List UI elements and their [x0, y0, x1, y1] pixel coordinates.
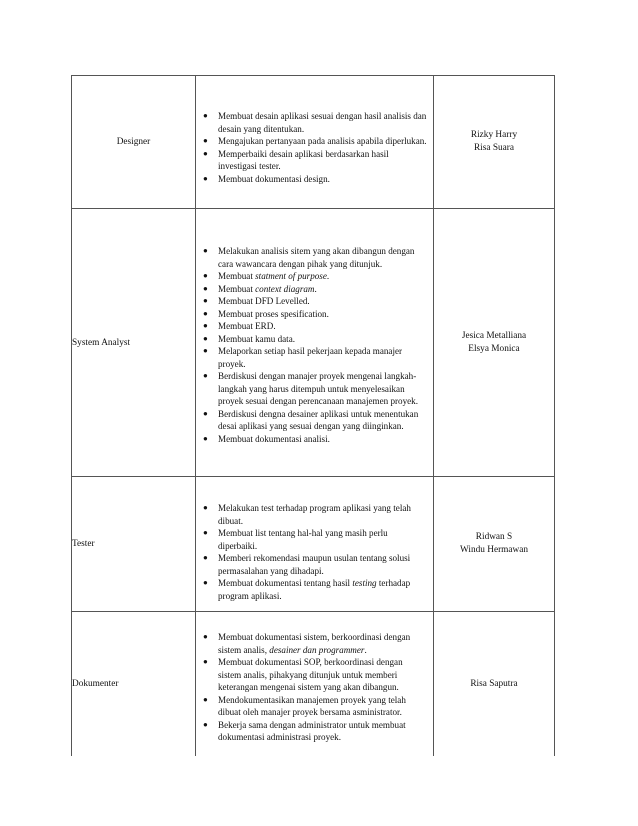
- task-text: Membuat proses spesification.: [218, 308, 329, 319]
- task-item: [196, 552, 427, 577]
- task-text: Membuat dokumentasi sistem, berkoordinasi dengan sistem analis,: [218, 632, 411, 655]
- task-item: [196, 577, 427, 602]
- task-list: [196, 110, 433, 185]
- bullet-icon: ●: [203, 632, 208, 642]
- task-text: Berdiskusi dengan manajer proyek mengenai langkah-langkah yang harus ditempuh untuk menyelesaikan proyek sesuai dengan perencanaan manajemen proyek.: [218, 371, 418, 406]
- task-text: Memperbaiki desain aplikasi berdasarkan hasil investigasi tester.: [218, 148, 389, 171]
- task-list: [196, 502, 433, 602]
- task-item: [196, 283, 427, 296]
- task-text: Membuat desain aplikasi sesuai dengan hasil analisis dan desain yang ditentukan.: [218, 111, 427, 134]
- task-item: [196, 370, 427, 408]
- role-cell: System Analyst: [72, 209, 196, 477]
- task-list: [196, 631, 433, 744]
- task-text: .: [326, 271, 330, 281]
- task-text: Membuat kamu data.: [218, 333, 296, 344]
- bullet-icon: ●: [203, 173, 208, 183]
- task-text: Membuat: [218, 283, 256, 294]
- bullet-icon: ●: [203, 111, 208, 120]
- task-text: Melaporkan setiap hasil pekerjaan kepada manajer proyek.: [218, 346, 403, 369]
- member-name: Risa Suara: [473, 143, 515, 153]
- bullet-icon: ●: [203, 346, 208, 355]
- bullet-icon: ●: [203, 371, 208, 380]
- task-item: [196, 433, 427, 446]
- task-text: context diagram: [255, 283, 315, 294]
- task-item: [196, 308, 427, 321]
- task-item: [196, 320, 427, 333]
- bullet-icon: ●: [203, 578, 208, 587]
- task-text: Mengajukan pertanyaan pada analisis apabila diperlukan.: [218, 136, 427, 146]
- bullet-icon: ●: [203, 433, 208, 443]
- task-cell: [196, 76, 434, 209]
- role-cell: Designer: [72, 76, 196, 209]
- task-text: Melakukan analisis sitem yang akan dibangun dengan cara wawancara dengan pihak yang ditunjuk.: [218, 246, 415, 269]
- bullet-icon: ●: [203, 321, 208, 330]
- task-text: Membuat DFD Levelled.: [218, 296, 310, 306]
- role-cell: Tester: [72, 477, 196, 612]
- task-item: [196, 245, 427, 270]
- task-item: [196, 333, 427, 346]
- task-item: [196, 408, 427, 433]
- bullet-icon: ●: [203, 657, 208, 667]
- task-cell: [196, 209, 434, 477]
- member-name: Ridwan S: [475, 532, 513, 543]
- task-item: [196, 135, 427, 148]
- task-item: [196, 148, 427, 173]
- bullet-icon: ●: [203, 136, 208, 145]
- task-cell: [196, 477, 434, 612]
- member-cell: [434, 76, 555, 209]
- task-item: [196, 527, 427, 552]
- bullet-icon: ●: [203, 308, 208, 318]
- task-text: .: [314, 283, 317, 294]
- bullet-icon: ●: [203, 283, 208, 293]
- bullet-icon: ●: [203, 148, 208, 158]
- task-text: Membuat dokumentasi analisi.: [218, 433, 330, 444]
- task-text: testing: [352, 578, 377, 588]
- task-text: Mendokumentasikan manajemen proyek yang telah dibuat oleh manajer proyek bersama asministrator.: [218, 694, 406, 718]
- bullet-icon: ●: [203, 271, 208, 280]
- bullet-icon: ●: [203, 553, 208, 562]
- task-item: [196, 656, 427, 694]
- task-text: Membuat list tentang hal-hal yang masih perlu diperbaiki.: [218, 528, 388, 551]
- table-row: [72, 477, 555, 612]
- member-cell: [434, 477, 555, 612]
- member-name: Elsya Monica: [468, 343, 520, 354]
- bullet-icon: ●: [203, 246, 208, 255]
- bullet-icon: ●: [203, 528, 208, 537]
- task-text: .: [364, 644, 367, 655]
- task-text: terhadap program aplikasi.: [218, 578, 411, 601]
- table-row: [72, 612, 555, 757]
- task-item: [196, 345, 427, 370]
- task-item: [196, 270, 427, 283]
- task-item: [196, 173, 427, 186]
- member-name: Rizky Harry: [470, 130, 518, 141]
- task-item: [196, 631, 427, 656]
- member-name: Windu Hermawan: [459, 545, 529, 555]
- task-text: Membuat dokumentasi SOP, berkoordinasi dengan sistem analis, pihakyang ditunjuk untuk memberi keterangan mengenai sistem yang akan dibangun.: [218, 657, 403, 693]
- member-cell: [434, 209, 555, 477]
- role-cell: Dokumenter: [72, 612, 196, 757]
- task-text: Memberi rekomendasi maupun usulan tentang solusi permasalahan yang dihadapi.: [218, 553, 411, 576]
- task-text: statment of purpose: [255, 271, 327, 281]
- task-item: [196, 110, 427, 135]
- task-list: [196, 245, 433, 445]
- task-text: Bekerja sama dengan administrator untuk membuat dokumentasi administrasi proyek.: [218, 719, 406, 743]
- member-name: Risa Saputra: [470, 678, 518, 689]
- task-item: [196, 719, 427, 744]
- task-text: desainer dan programmer: [269, 644, 365, 655]
- bullet-icon: ●: [203, 408, 208, 418]
- task-text: Membuat ERD.: [218, 321, 276, 331]
- task-item: [196, 694, 427, 719]
- table-row: [72, 209, 555, 477]
- bullet-icon: ●: [203, 719, 208, 729]
- task-text: Melakukan test terhadap program aplikasi yang telah dibuat.: [218, 503, 411, 526]
- bullet-icon: ●: [203, 296, 208, 305]
- task-text: Membuat dokumentasi tentang hasil: [218, 578, 353, 588]
- table-row: [72, 76, 555, 209]
- bullet-icon: ●: [203, 503, 208, 512]
- bullet-icon: ●: [203, 694, 208, 704]
- task-text: Berdiskusi dengna desainer aplikasi untuk menentukan desai aplikasi yang sesuai dengan yang diinginkan.: [218, 408, 419, 431]
- bullet-icon: ●: [203, 333, 208, 343]
- task-item: [196, 295, 427, 308]
- task-text: Membuat dokumentasi design.: [218, 173, 330, 184]
- task-cell: [196, 612, 434, 757]
- role-table: [71, 75, 555, 756]
- task-text: Membuat: [218, 271, 256, 281]
- member-cell: [434, 612, 555, 757]
- member-name: Jesica Metalliana: [461, 330, 527, 341]
- task-item: [196, 502, 427, 527]
